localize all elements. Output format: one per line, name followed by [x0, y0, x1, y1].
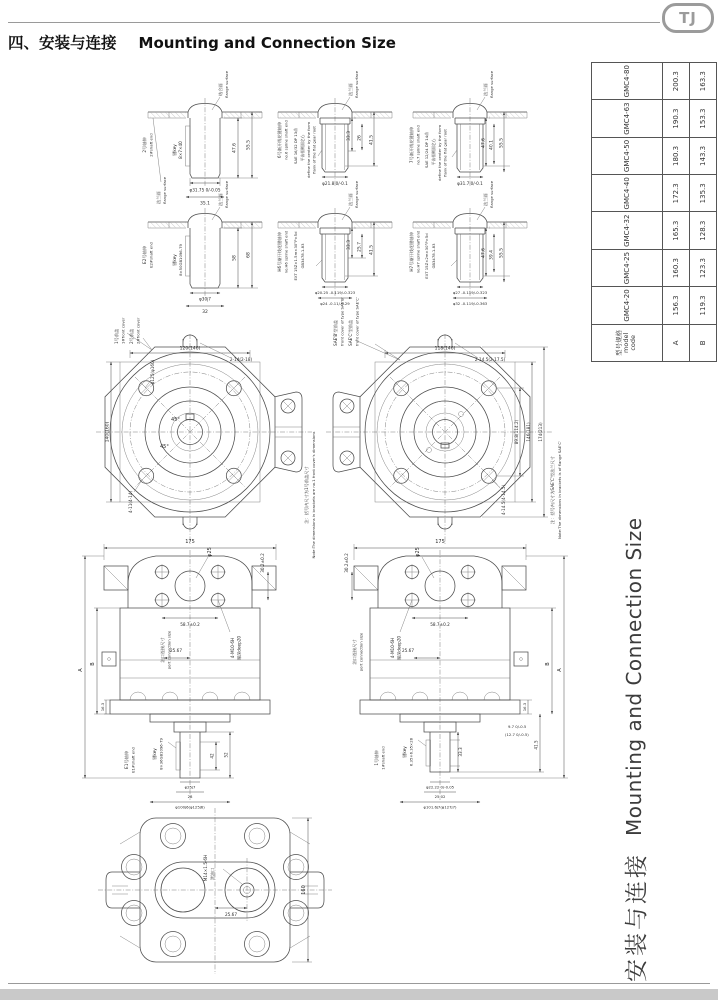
spline-note-en: flank of the flat gear root [442, 129, 448, 177]
shaft-name-en: no.6 spline shaft end [283, 120, 289, 160]
shaft-name-en: no.H7 spline shaft end [415, 230, 421, 274]
dim-a-cell: 200.3 [662, 63, 689, 100]
front-view-left [96, 317, 316, 558]
page-title [8, 31, 396, 53]
model-code-cell: GMC4-40 [592, 175, 663, 212]
cover-label-en: front cover of type SAE'C' [354, 297, 360, 346]
drain-port-label: 泄油口 [210, 867, 215, 881]
dim-b-cell: 128.3 [689, 212, 716, 249]
dim-label: 25.67 [402, 648, 414, 653]
surface-label-cn: 法兰面 [348, 83, 353, 96]
surface-label-en: flange surface [224, 70, 229, 98]
spec-table-header [592, 324, 663, 361]
dim-label: 25.67 [170, 648, 182, 653]
dim-label: 52 [223, 752, 229, 758]
shaft-name-cn: 7号渐开线花键轴伸 [409, 126, 414, 164]
surface-label-en: flange surface [489, 180, 494, 208]
port-label-en: port connection size [358, 632, 364, 672]
dim-label: 2-14(2-18) [229, 357, 253, 362]
shaft-name-en: 2#shaft end [148, 133, 154, 157]
dim-label: φ125(φ160) [150, 359, 155, 385]
side-view-left [78, 539, 276, 810]
shaft-name-en: no.7 spline shaft end [415, 125, 421, 165]
spline-spec: EXT 15Z×2m×30°P×5d [424, 233, 429, 279]
table-row [662, 63, 689, 362]
footer-rule [8, 983, 710, 984]
spline-spec: SAE 16/32 DP 13齿 [293, 128, 298, 164]
dim-label: 68 [246, 252, 252, 258]
dim-label: B [90, 662, 96, 666]
dim-label: A [78, 668, 84, 672]
dim-label: φ30j7 [199, 296, 211, 302]
dim-label: 30.2±0.2 [344, 553, 349, 573]
table-row [689, 63, 716, 362]
dim-label: 25.67 [225, 912, 237, 917]
dim-label: φ20.25 -0.119/-0.323 [314, 290, 356, 295]
dim-label: 47.6 [481, 247, 487, 259]
spline-note-en: define the center by the form [306, 121, 311, 179]
shaft-name-cn: 2号轴伸 [142, 137, 147, 153]
surface-label-en: flange surface [224, 180, 229, 208]
shaft-name-en: no.H6 spline shaft end [283, 230, 289, 274]
surface-label-cn: 法兰面 [156, 191, 161, 204]
dim-label: φ21.8 0/-0.1 [322, 181, 348, 186]
dim-label: 33.3 [347, 239, 352, 251]
dim-label: 47.6 [232, 142, 238, 154]
dim-label: B [545, 662, 551, 666]
dim-label: φ100j6(φ125j6) [175, 804, 205, 810]
cover-label-cn: 1号前盖 [114, 328, 119, 344]
spline-std: GB3478.1-83 [300, 243, 305, 269]
dim-a-cell: 156.3 [662, 287, 689, 324]
dim-b-cell: 119.3 [689, 287, 716, 324]
header-rule [8, 22, 660, 23]
surface-label-cn: 法兰面 [348, 193, 353, 206]
surface-label-cn: 法兰面 [483, 83, 488, 96]
dim-label: 175 [435, 539, 445, 545]
dim-b-cell: 143.3 [689, 137, 716, 174]
model-code-cell: GMC4-80 [592, 63, 663, 100]
cover-label-cn: 2号前盖 [129, 328, 134, 344]
front-view-right [326, 297, 562, 544]
port-label-cn: 油口连接尺寸 [352, 639, 357, 665]
brand-logo [662, 3, 714, 33]
page-title-cn: 四、安装与连接 [8, 34, 117, 52]
cover-label-en: front cover of type SAE'B' [339, 297, 345, 346]
detail-shaft-H7 [408, 180, 527, 306]
cover-label-cn: SAE'C'型前盖 [348, 319, 353, 346]
dim-label: φ24 -0.11/-0.29 [320, 301, 350, 306]
page-title-en: Mounting and Connection Size [138, 34, 396, 52]
dim-b-cell: 163.3 [689, 63, 716, 100]
dim-a-cell: 180.3 [662, 137, 689, 174]
table-row [592, 63, 663, 362]
dim-label: 58 [232, 255, 238, 261]
side-view-right [344, 539, 568, 810]
thread-label: 4-M10-6H [230, 637, 235, 659]
dim-label: 55.5 [499, 247, 505, 259]
dim-a-cell: 190.3 [662, 100, 689, 137]
dim-label: 39.4 [489, 249, 495, 261]
model-code-cell: GMC4-63 [592, 100, 663, 137]
dim-label: φ22.22 0/-0.05 [425, 784, 455, 790]
dim-label: 47.6 [481, 137, 487, 149]
cover-label-en: 2#front cover [135, 317, 141, 344]
spline-spec: SAE 12/24 DP 14齿 [424, 132, 429, 168]
key-spec: 6.35×6.35×28 [408, 737, 414, 767]
dim-label: 33.3 [458, 747, 463, 757]
model-code-cell: GMC4-32 [592, 212, 663, 249]
dim-b-cell: 123.3 [689, 249, 716, 286]
spline-spec: EXT 15Z×1.5m×30°P×5d [293, 231, 298, 281]
dim-label: 41.5 [369, 244, 375, 256]
shaft-name-cn: E1号轴伸 [124, 751, 129, 769]
dim-label: φ31.7 0/-0.1 [457, 181, 483, 186]
shaft-name-en: 1#shaft end [380, 746, 386, 770]
key-label: 键key [172, 254, 177, 266]
detail-shaft-2 [141, 70, 262, 206]
spline-note-en: define the center by the form [437, 124, 442, 182]
dim-label: 4-11(4-14) [128, 490, 133, 514]
port-label-cn: 油口连接尺寸 [160, 637, 165, 663]
surface-label-en: flange surface [162, 176, 167, 204]
brand-logo-text: TJ [679, 9, 697, 27]
shaft-name-cn: E2号轴伸 [142, 246, 147, 264]
key-spec: 8×7×40 [178, 141, 183, 159]
key-label: 键key [152, 748, 157, 760]
dim-label: 25.02 [434, 794, 446, 799]
model-code-cell: GMC4-50 [592, 137, 663, 174]
angle-label: 45° [160, 444, 169, 450]
dim-label: 174(213) [538, 422, 543, 442]
cover-label-en: 1#front cover [120, 317, 126, 344]
dim-label: 16.3 [522, 702, 527, 712]
note-en: Note:The dimensions in brackets is of flange SAE'C' [557, 441, 562, 539]
detail-shaft-no6 [276, 70, 392, 186]
spec-table-header-cn: 型号规格 [614, 329, 623, 356]
dim-label: 160 [301, 885, 307, 895]
dim-label: 16.3 [100, 702, 105, 712]
dim-label: 55.5 [499, 137, 505, 149]
dim-label: φ25 [207, 547, 213, 557]
key-spec: 8×36GB1096-79 [158, 738, 164, 770]
dim-label: 26 [357, 135, 363, 141]
dim-label: φ25 [415, 547, 421, 557]
dim-label: (12.7 0/-0.5) [505, 732, 529, 737]
note-cn: 注：括号内尺寸为1号前盖尺寸 [304, 466, 309, 524]
dim-label: 35.1 [199, 201, 211, 207]
side-caption [612, 517, 658, 984]
spline-note-cn: 平齿根侧面定心 [431, 138, 436, 166]
dim-label: 120(146) [179, 346, 201, 352]
dim-label: 58.7±0.2 [430, 622, 450, 627]
row-label-b: B [689, 324, 716, 361]
dim-a-cell: 160.3 [662, 249, 689, 286]
dim-label: A [557, 668, 563, 672]
dim-label: φ31.75 0/-0.05 [189, 187, 221, 193]
thread-label: 4-M10-6H [390, 637, 395, 659]
thread-depth: 螺深deep20 [236, 635, 242, 661]
dim-label: 42 [209, 753, 215, 759]
dim-label: φ101.6j7(φ127j7) [423, 804, 457, 810]
spec-table [591, 62, 717, 362]
dim-label: φ27 -0.119/-0.323 [452, 290, 488, 295]
surface-label-en: flange surface [354, 180, 359, 208]
cover-label-cn: SAE'B'型前盖 [333, 320, 338, 346]
spec-table-header-en: model code [622, 332, 638, 353]
surface-label-en: flange surface [489, 70, 494, 98]
surface-label-en: flange surface [354, 70, 359, 98]
bottom-view [98, 808, 332, 974]
spline-note-en: flank of the flat gear root [311, 126, 317, 174]
shaft-name-cn: H6号渐开线花键轴伸 [277, 232, 282, 272]
surface-label-cn: 结合面 [218, 83, 223, 96]
dim-label: 146(181) [526, 422, 531, 442]
surface-label-cn: 法兰面 [218, 193, 223, 206]
dim-label: 118(146) [434, 346, 456, 352]
dim-a-cell: 172.3 [662, 175, 689, 212]
dim-label: 58.7±0.2 [180, 622, 200, 627]
shaft-name-en: E1#shaft end [130, 747, 136, 773]
dim-label: 33.3 [347, 130, 352, 142]
dim-label: 55.5 [246, 139, 252, 151]
dim-label: 28 [187, 794, 193, 799]
dim-label: 41.5 [369, 134, 375, 146]
dim-label: 2-14.5(2-17.5) [474, 357, 506, 362]
spline-std: GB3478.1-83 [431, 243, 436, 269]
dim-a-cell: 165.3 [662, 212, 689, 249]
model-code-cell: GMC4-25 [592, 249, 663, 286]
dim-label: φ32 -0.119/-0.363 [452, 301, 488, 306]
dim-b-cell: 153.3 [689, 100, 716, 137]
shaft-name-cn: 6号渐开线花键轴伸 [277, 121, 282, 159]
dim-label: 9.7 0/-0.5 [508, 724, 527, 729]
spec-table-container [591, 62, 718, 363]
shaft-name-en: E2#shaft end [148, 242, 154, 268]
dim-label: 4-14.5(4-14.5) [501, 484, 506, 516]
side-caption-en: Mounting and Connection Size [622, 517, 646, 836]
dim-label: 175 [185, 539, 195, 545]
shaft-name-cn: H7号渐开线花键轴伸 [409, 232, 414, 272]
drain-thread-label: M14×1.5-6H [203, 854, 208, 882]
dim-label: φ25j7 [184, 784, 196, 790]
dim-label: 30.2±0.2 [260, 553, 265, 573]
port-label-en: port connection size [166, 630, 172, 670]
dim-label: 140(160) [105, 421, 111, 443]
spline-note-cn: 平齿根侧面定心 [300, 134, 305, 162]
dim-b-cell: 135.3 [689, 175, 716, 212]
shaft-name-cn: 1号轴伸 [374, 750, 379, 766]
dim-label: 40.1 [489, 139, 495, 151]
dim-label: 25.7 [357, 241, 363, 253]
key-spec: 8×50GB1096-79 [178, 244, 183, 276]
note-cn: 注：括号内尺寸为SAE'C'型法兰尺寸 [550, 456, 555, 524]
footer-band [0, 989, 718, 1000]
dim-label: 89.8(114.2) [514, 419, 519, 445]
detail-shaft-no7 [408, 70, 527, 186]
angle-label: 45° [171, 417, 180, 423]
note-en: Note:The dimensions in brackets are no.1 front cover's dimensions [311, 431, 316, 559]
key-label: 键key [402, 746, 407, 758]
detail-shaft-H6 [276, 180, 392, 306]
key-label: 键key [172, 144, 177, 156]
side-caption-cn: 安装与连接 [623, 852, 650, 982]
thread-depth: 螺深deep20 [396, 635, 402, 661]
model-code-cell: GMC4-20 [592, 287, 663, 324]
surface-label-cn: 法兰面 [483, 193, 488, 206]
row-label-a: A [662, 324, 689, 361]
dim-label: 41.5 [533, 740, 539, 750]
dim-label: 32 [202, 310, 208, 315]
